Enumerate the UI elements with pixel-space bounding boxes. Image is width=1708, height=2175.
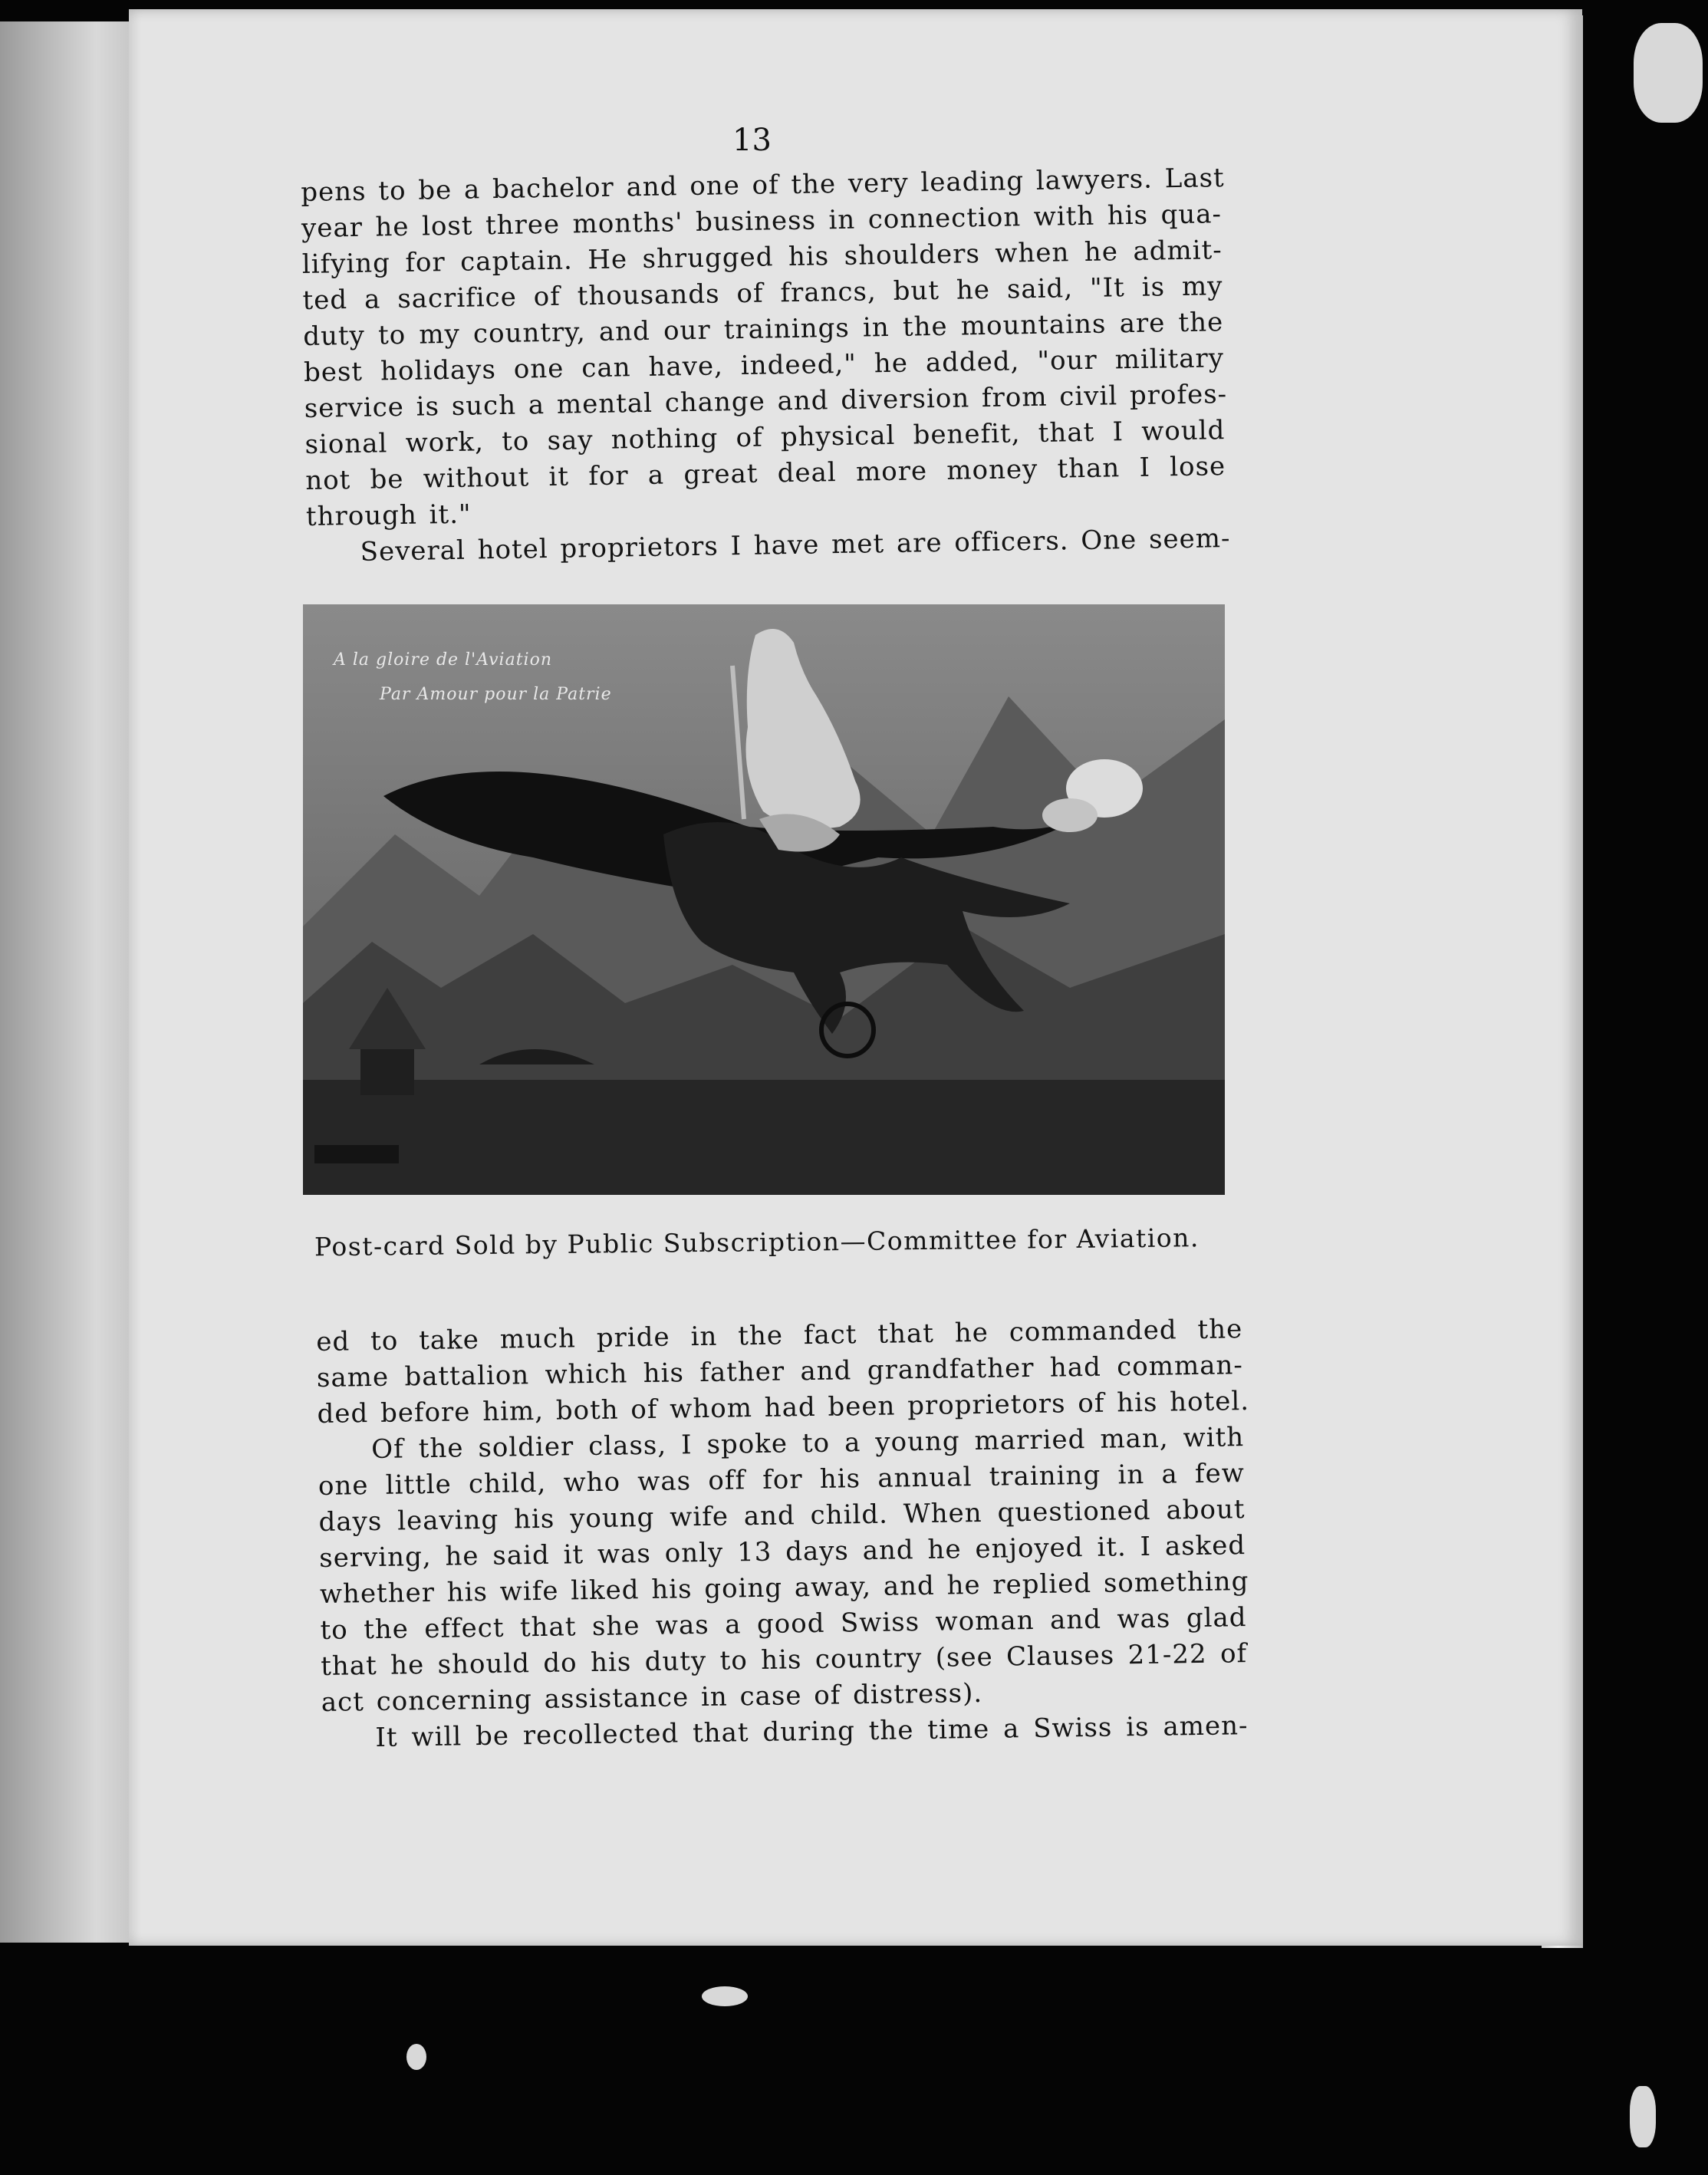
text-line: whether his wife liked his going away, and he replied something bbox=[319, 1566, 1249, 1610]
film-blemish bbox=[1630, 2086, 1656, 2147]
text-line: act concerning assistance in case of distress). bbox=[321, 1677, 983, 1718]
text-line: days leaving his young wife and child. When questioned about bbox=[318, 1494, 1246, 1538]
text-line: service is such a mental change and diversion from civil profes- bbox=[304, 379, 1228, 424]
text-line: year he lost three months' business in connection with his qua- bbox=[301, 199, 1223, 244]
film-blemish bbox=[702, 1986, 748, 2006]
text-line: best holidays one can have, indeed," he added, "our military bbox=[303, 343, 1225, 388]
text-line: that he should do his duty to his country (see Clauses 21-22 of bbox=[320, 1638, 1248, 1682]
text-line: through it." bbox=[305, 499, 472, 532]
text-line: not be without it for a great deal more money than I lose bbox=[304, 451, 1226, 496]
film-blemish bbox=[406, 2044, 426, 2070]
top-text-block bbox=[301, 160, 1231, 571]
text-line: ded before him, both of whom had been proprietors of his hotel. bbox=[317, 1386, 1250, 1430]
text-line: duty to my country, and our trainings in the mountains are the bbox=[303, 307, 1224, 352]
text-line: pens to be a bachelor and one of the very leading lawyers. Last bbox=[301, 163, 1225, 208]
text-line: serving, he said it was only 13 days and he enjoyed it. I asked bbox=[318, 1530, 1246, 1574]
text-line: lifying for captain. He shrugged his shoulders when he admit- bbox=[301, 235, 1223, 280]
film-blemish bbox=[1634, 23, 1703, 123]
postcard-inscription-line: Par Amour pour la Patrie bbox=[380, 685, 612, 704]
postcard-illustration bbox=[303, 604, 1225, 1195]
text-line: ed to take much pride in the fact that he commanded the bbox=[316, 1314, 1243, 1357]
bottom-text-block bbox=[316, 1311, 1249, 1757]
facing-page-edge bbox=[0, 21, 138, 1943]
postcard-inscription-line: A la gloire de l'Aviation bbox=[334, 650, 553, 670]
page-number: 13 bbox=[732, 123, 772, 158]
illustration-caption: Post-card Sold by Public Subscription—Committee for Aviation. bbox=[314, 1222, 1200, 1262]
text-line: ted a sacrifice of thousands of francs, but he said, "It is my bbox=[302, 271, 1223, 316]
text-line: Several hotel proprietors I have met are officers. One seem- bbox=[360, 523, 1231, 568]
text-line: Of the soldier class, I spoke to a young married man, with bbox=[371, 1422, 1245, 1466]
text-line: same battalion which his father and grandfather had comman- bbox=[316, 1350, 1244, 1394]
text-line: to the effect that she was a good Swiss woman and was glad bbox=[320, 1602, 1247, 1646]
text-line: sional work, to say nothing of physical benefit, that I would bbox=[304, 415, 1226, 460]
text-line: one little child, who was off for his annual training in a few bbox=[318, 1458, 1246, 1502]
text-line: It will be recollected that during the time a Swiss is amen- bbox=[375, 1710, 1249, 1753]
